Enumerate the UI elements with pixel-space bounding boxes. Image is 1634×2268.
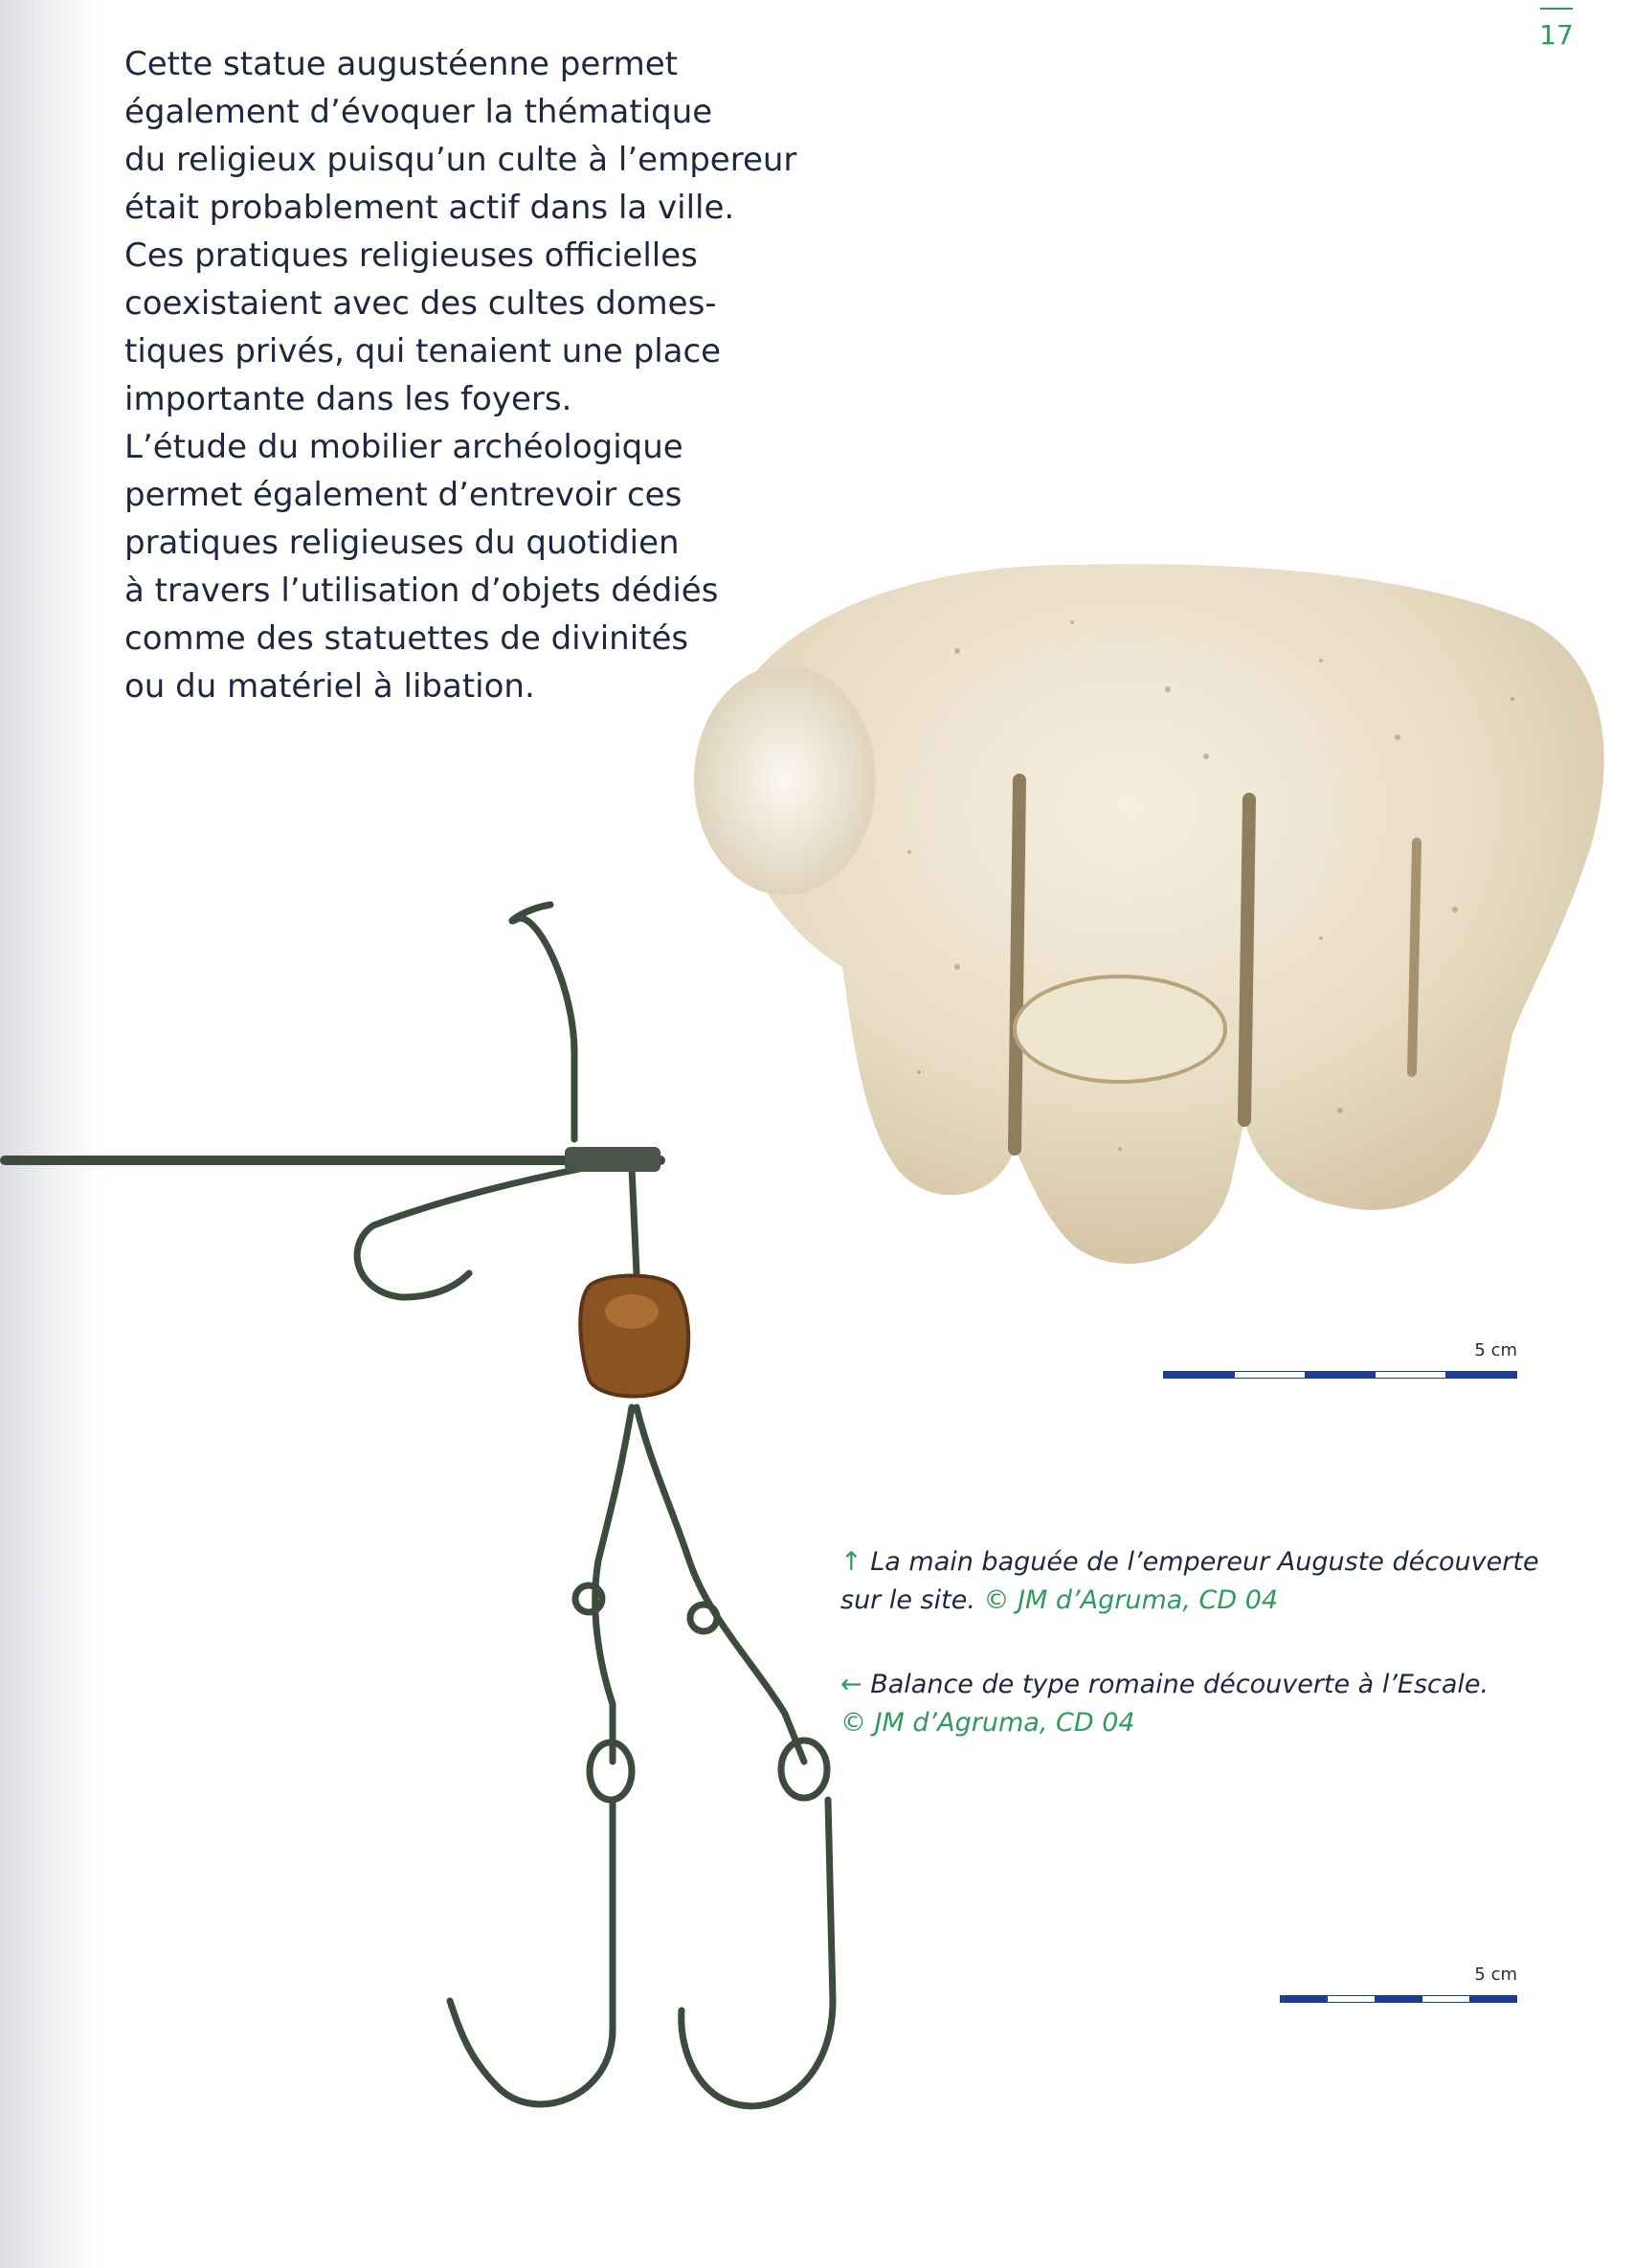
bottom-hook-right — [682, 1800, 833, 2106]
caption-hand — [840, 1543, 1568, 1620]
chain-left — [595, 1407, 632, 1762]
scale-bar-graduations — [1280, 1995, 1517, 2003]
upper-hook — [512, 905, 574, 1139]
scale-bar-graduations — [1163, 1371, 1517, 1379]
ring — [1015, 977, 1225, 1082]
scale-bar-label: 5 cm — [1474, 1965, 1517, 1985]
finger-gap — [1015, 780, 1019, 1149]
finger-gap — [1412, 842, 1417, 1072]
body-line: ou du matériel à libation. — [124, 667, 535, 706]
side-hook — [357, 1168, 584, 1297]
caption-text: La main baguée de l’empereur Auguste découverte — [870, 1547, 1539, 1577]
body-line: tiques privés, qui tenaient une place — [124, 332, 722, 371]
roman-balance-photo — [0, 890, 871, 2135]
finger-gap — [1244, 799, 1249, 1120]
up-arrow-icon: ↑ — [840, 1547, 862, 1577]
chain-right — [637, 1407, 804, 1762]
body-line: permet également d’entrevoir ces — [124, 476, 683, 514]
body-line: comme des statuettes de divinités — [124, 619, 689, 658]
body-line: Cette statue augustéenne permet — [124, 45, 678, 83]
page-number-text: 17 — [1539, 19, 1574, 51]
scale-bar-hand — [1163, 1340, 1517, 1379]
scale-bar-balance — [1280, 1965, 1517, 2003]
caption-text: Balance de type romaine découverte à l’Escale. — [870, 1670, 1489, 1699]
body-line: coexistaient avec des cultes domes- — [124, 284, 717, 323]
bottom-hook-left — [450, 1800, 613, 2104]
pivot-plate — [565, 1147, 660, 1172]
scale-bar-label: 5 cm — [1474, 1340, 1517, 1360]
body-line: importante dans les foyers. — [124, 380, 572, 418]
body-line: L’étude du mobilier archéologique — [124, 428, 683, 466]
body-line: du religieux puisqu’un culte à l’empereur — [124, 141, 797, 179]
suspension-cord — [632, 1168, 637, 1273]
page-number-rule — [1540, 8, 1573, 10]
caption-balance — [840, 1666, 1568, 1742]
page-number — [1537, 8, 1576, 51]
body-line: également d’évoquer la thématique — [124, 93, 713, 131]
photo-credit: © JM d’Agruma, CD 04 — [840, 1708, 1135, 1738]
left-arrow-icon: ← — [840, 1670, 862, 1699]
caption-text: sur le site. — [840, 1585, 975, 1615]
body-line: à travers l’utilisation d’objets dédiés — [124, 572, 719, 610]
body-line: était probablement actif dans la ville. — [124, 189, 735, 227]
loop-small — [690, 1605, 717, 1631]
body-line: Ces pratiques religieuses officielles — [124, 236, 698, 275]
counterweight — [580, 1276, 688, 1397]
thumb-stump — [694, 665, 876, 895]
loop-right — [781, 1740, 827, 1798]
photo-credit: © JM d’Agruma, CD 04 — [983, 1585, 1279, 1615]
body-line: pratiques religieuses du quotidien — [124, 524, 680, 562]
